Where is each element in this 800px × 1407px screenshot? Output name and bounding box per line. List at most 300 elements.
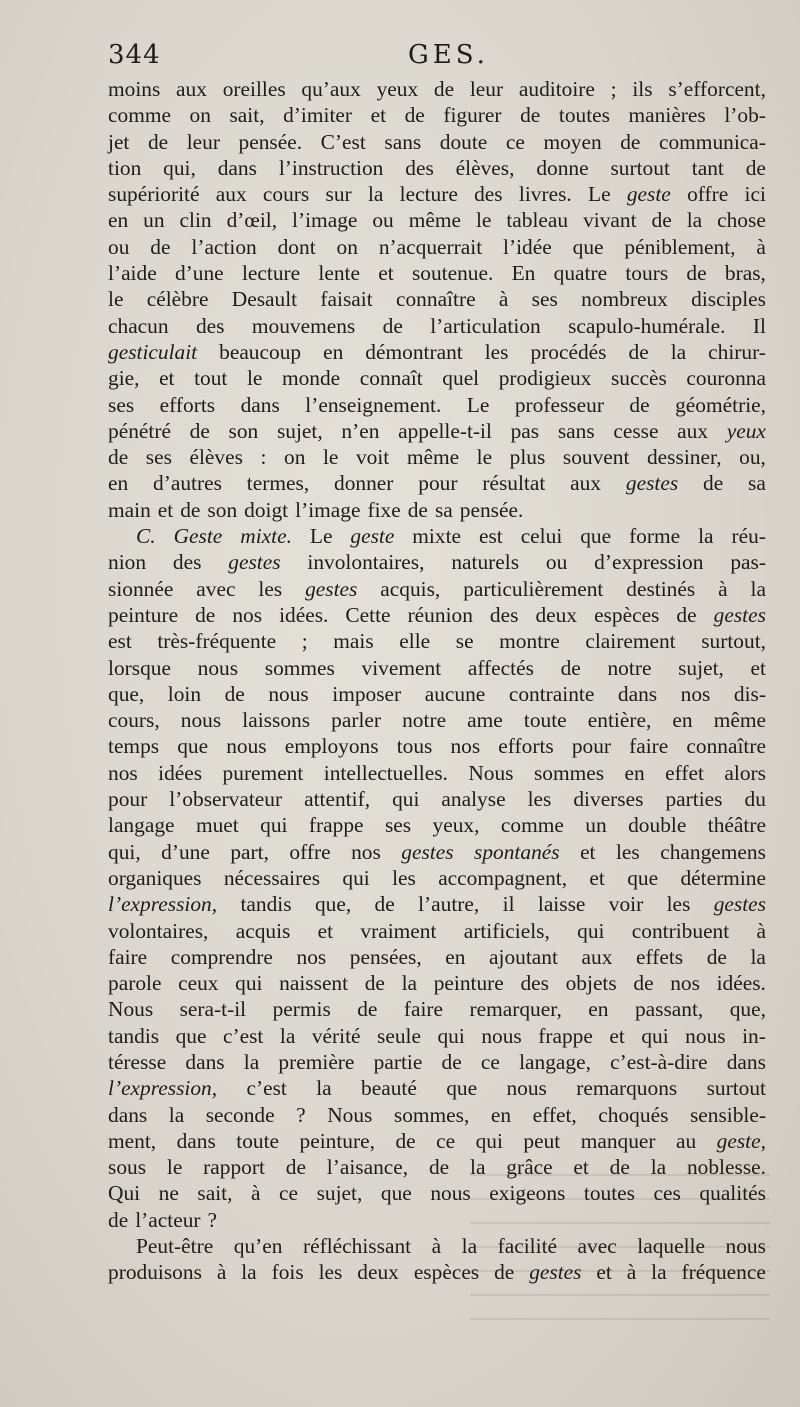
word: volontaires,	[108, 918, 209, 943]
text-line	[108, 655, 766, 681]
word: son	[207, 497, 238, 522]
word: manquer	[580, 1128, 656, 1153]
word: parties	[665, 787, 723, 812]
word: En	[511, 261, 536, 286]
word: peinture	[433, 971, 504, 996]
word: qui	[641, 1023, 669, 1048]
word: C’est	[320, 129, 366, 154]
text-line	[108, 523, 766, 549]
word: de	[676, 602, 697, 627]
word: sommes	[533, 760, 605, 785]
word: de	[382, 313, 403, 338]
word: clairement	[585, 629, 676, 654]
word: le	[476, 445, 493, 470]
word: l’autre,	[418, 892, 480, 917]
word: ses	[384, 813, 412, 838]
word: ou	[545, 550, 568, 575]
word: pénétré	[108, 418, 171, 443]
word: appelle-t-il	[398, 418, 492, 443]
word: à	[756, 234, 766, 259]
word: nos	[680, 681, 711, 706]
word: facilité	[497, 1234, 558, 1259]
word: tant	[691, 155, 724, 180]
word: quel	[442, 366, 480, 391]
word: parler	[331, 708, 382, 733]
word: l’acteur	[135, 1207, 201, 1232]
word: sans	[557, 418, 595, 443]
word: nous	[481, 1023, 522, 1048]
word: se	[455, 629, 474, 654]
word: qui	[392, 787, 420, 812]
word: d’expression	[594, 550, 704, 575]
word: comme	[108, 103, 171, 128]
word: réu-	[731, 524, 766, 549]
word: sait,	[229, 103, 265, 128]
word: ne	[158, 1181, 179, 1206]
word: et	[589, 865, 605, 890]
word: figurer	[443, 103, 502, 128]
word: à	[216, 1260, 227, 1285]
word: forme	[629, 524, 681, 549]
text-line	[108, 181, 766, 207]
word: objets	[565, 971, 617, 996]
word: dessiner,	[646, 445, 722, 470]
word: Qui	[108, 1181, 141, 1206]
word: nous	[725, 1234, 766, 1259]
word: acquis,	[380, 576, 441, 601]
word: dans	[726, 1049, 766, 1074]
word: de	[745, 155, 766, 180]
word: main	[108, 497, 151, 522]
word: des	[489, 602, 519, 627]
text-line	[108, 470, 766, 496]
word: qui,	[108, 839, 141, 864]
word: montre	[499, 629, 560, 654]
word: est	[108, 629, 132, 654]
word: démontrant	[365, 339, 463, 364]
word: les	[484, 339, 509, 364]
word: nous	[180, 708, 222, 733]
text-line	[108, 865, 766, 891]
word: livres.	[518, 182, 572, 207]
word: les	[666, 892, 691, 917]
word: que	[627, 865, 659, 890]
text-line	[108, 365, 766, 391]
word: et	[157, 497, 174, 522]
word: dans	[176, 1128, 216, 1153]
text-line	[108, 733, 766, 759]
word: nous	[506, 1076, 547, 1101]
word: d’imiter	[283, 103, 353, 128]
word: Le	[588, 182, 611, 207]
word: et	[378, 261, 394, 286]
word: sionnée	[108, 576, 174, 601]
word: organiques	[108, 865, 202, 890]
word: de	[520, 103, 541, 128]
word: la	[650, 1155, 667, 1180]
word: produisons	[108, 1260, 202, 1285]
word: espèces	[413, 1260, 480, 1285]
word: nombreux	[581, 287, 668, 312]
word: sous	[108, 1155, 147, 1180]
word: laquelle	[637, 1234, 705, 1259]
word: de	[364, 971, 385, 996]
word: moyen	[543, 129, 602, 154]
word: aux	[215, 182, 247, 207]
word: la	[698, 524, 714, 549]
word: vivement	[361, 655, 442, 680]
word: même	[406, 445, 460, 470]
word: tableau	[506, 208, 569, 233]
word: qualités	[699, 1181, 766, 1206]
word: peinture	[108, 602, 179, 627]
text-line	[108, 129, 766, 155]
word: en	[588, 997, 609, 1022]
word: ses	[531, 287, 558, 312]
word: sans	[384, 129, 422, 154]
word: tours	[625, 261, 669, 286]
word: beaucoup	[219, 339, 302, 364]
text-line	[108, 576, 766, 602]
word: Il	[752, 313, 766, 338]
word: qu’en	[233, 1234, 283, 1259]
word: nos	[296, 944, 327, 969]
text-line	[108, 891, 766, 917]
word: de	[441, 1049, 462, 1074]
text-line	[108, 602, 766, 628]
word: chose	[717, 208, 766, 233]
word: accompagnent,	[438, 865, 568, 890]
word: spontanés	[474, 839, 560, 864]
text-line	[108, 207, 766, 233]
word: la	[750, 944, 766, 969]
word: on	[336, 234, 358, 259]
word: la	[651, 1260, 667, 1285]
text-line	[108, 1023, 766, 1049]
word: en	[108, 208, 129, 233]
word: ce	[505, 129, 525, 154]
word: de	[224, 681, 245, 706]
word: laisse	[537, 892, 586, 917]
page-number: 344	[108, 40, 161, 70]
word: Nous	[108, 997, 154, 1022]
word: geste	[626, 182, 671, 207]
word: doute	[439, 129, 488, 154]
word: gie,	[108, 366, 140, 391]
word: offre	[687, 182, 729, 207]
word: même	[713, 708, 766, 733]
word: que	[446, 1076, 478, 1101]
word: nos	[108, 760, 138, 785]
word: supériorité	[108, 182, 200, 207]
word: que	[175, 1023, 207, 1048]
word: de	[150, 234, 171, 259]
word: la	[316, 1076, 332, 1101]
word: permis	[272, 997, 331, 1022]
word: que,	[314, 892, 352, 917]
word: de	[195, 602, 216, 627]
word: l’articulation	[430, 313, 541, 338]
word: même	[408, 208, 461, 233]
word: affectés	[467, 655, 534, 680]
word: s’efforcent,	[668, 77, 766, 101]
word: les	[318, 1260, 343, 1285]
word: nos	[670, 971, 700, 996]
word: oreilles	[222, 77, 286, 101]
word: de	[189, 418, 210, 443]
word: remarquons	[576, 1076, 678, 1101]
word: mais	[333, 629, 374, 654]
word: de	[620, 129, 641, 154]
word: ce	[480, 1049, 500, 1074]
word: d’une	[161, 839, 210, 864]
word: de	[629, 392, 650, 417]
text-line	[108, 1075, 766, 1101]
word: exigeons	[489, 1181, 566, 1206]
word: toute	[236, 1128, 280, 1153]
word: élèves,	[455, 155, 515, 180]
word: mixte	[412, 524, 462, 549]
text-line	[108, 313, 766, 339]
word: le	[322, 445, 339, 470]
word: sensible-	[689, 1102, 766, 1127]
word: nous	[685, 1023, 726, 1048]
word: rapport	[203, 1155, 265, 1180]
word: ici	[744, 182, 766, 207]
word: parole	[108, 971, 162, 996]
word: faisait	[320, 287, 373, 312]
word: voir	[608, 892, 644, 917]
word: prodigieux	[498, 366, 592, 391]
word: Peut-être	[136, 1234, 214, 1259]
word: pour	[571, 734, 612, 759]
word: efforts	[159, 392, 216, 417]
word: nion	[108, 550, 147, 575]
word: pas-	[730, 550, 766, 575]
text-line	[108, 681, 766, 707]
word: ou	[108, 234, 130, 259]
word: ;	[610, 77, 617, 101]
word: ses	[145, 445, 172, 470]
text-line	[108, 970, 766, 996]
word: vérité	[311, 1023, 361, 1048]
word: c’est	[223, 1023, 264, 1048]
word: ajoutant	[489, 944, 558, 969]
word: noblesse.	[686, 1155, 766, 1180]
word: et	[750, 655, 766, 680]
word: sujet,	[316, 1181, 363, 1206]
word: sera-t-il	[179, 997, 247, 1022]
word: loin	[167, 681, 202, 706]
word: scapulo-humérale.	[568, 313, 726, 338]
word: à	[718, 576, 728, 601]
word: ce	[436, 1128, 456, 1153]
word: de	[180, 497, 201, 522]
word: de	[374, 892, 395, 917]
text-line	[108, 707, 766, 733]
word: pensée.	[238, 129, 303, 154]
word: que	[572, 234, 604, 259]
word: l’action	[191, 234, 257, 259]
word: de	[609, 1155, 630, 1180]
word: leur	[186, 129, 220, 154]
word: gesticulait	[108, 339, 198, 364]
word: théâtre	[707, 813, 766, 838]
word: et	[573, 1155, 589, 1180]
word: faire	[403, 997, 444, 1022]
word: d’autres	[153, 471, 222, 496]
word: l’idée	[503, 234, 552, 259]
word: la	[750, 576, 766, 601]
word: de	[147, 129, 169, 154]
word: monde	[281, 366, 341, 391]
word: gestes	[228, 550, 281, 575]
word: le	[108, 287, 124, 312]
word: jet	[108, 129, 130, 154]
word: alors	[724, 760, 766, 785]
word: dis-	[733, 681, 766, 706]
text-line	[108, 839, 766, 865]
word: tout	[194, 366, 228, 391]
word: les	[392, 865, 416, 890]
word: ame	[467, 708, 503, 733]
word: l’enseignement.	[305, 392, 442, 417]
word: à	[626, 1260, 637, 1285]
word: pensées,	[349, 944, 422, 969]
word: dans	[617, 681, 658, 706]
word: notre	[607, 655, 652, 680]
word: l’image	[295, 497, 361, 522]
word: sujet,	[678, 655, 724, 680]
word: connaître	[686, 734, 766, 759]
word: est	[478, 524, 503, 549]
word: pour	[108, 787, 148, 812]
text-line	[108, 102, 766, 128]
word: aux	[677, 418, 709, 443]
word: l’observateur	[169, 787, 283, 812]
word: gestes	[529, 1260, 582, 1285]
word: nous	[197, 655, 239, 680]
word: elle	[399, 629, 431, 654]
word: sujet,	[276, 418, 323, 443]
word: clin	[179, 208, 212, 233]
word: on	[189, 103, 211, 128]
word: surtout,	[701, 629, 766, 654]
word: et	[596, 1260, 612, 1285]
word: de	[706, 944, 727, 969]
word: la	[367, 182, 384, 207]
word: Nous	[468, 760, 514, 785]
word: peinture,	[299, 1128, 375, 1153]
text-line	[108, 76, 766, 102]
word: c’est	[246, 1076, 287, 1101]
word: de	[407, 497, 428, 522]
word: première	[278, 1049, 355, 1074]
word: qui	[577, 918, 605, 943]
word: des	[405, 155, 434, 180]
word: surtout	[706, 1076, 766, 1101]
word: in-	[742, 1023, 766, 1048]
word: gestes	[625, 471, 679, 496]
word: faire	[629, 734, 669, 759]
word: communica-	[658, 129, 766, 154]
word: ?	[296, 1102, 306, 1127]
word: très-fréquente	[157, 629, 277, 654]
word: la	[279, 1023, 296, 1048]
word: laissons	[242, 708, 311, 733]
word: idées.	[716, 971, 766, 996]
word: de	[108, 445, 129, 470]
text-line	[108, 497, 766, 523]
word: des	[474, 182, 503, 207]
word: quatre	[553, 261, 608, 286]
text-line	[108, 1128, 766, 1154]
text-line	[108, 628, 766, 654]
word: gestes	[401, 839, 454, 864]
word: de	[428, 1155, 450, 1180]
word: celui	[520, 524, 563, 549]
word: passant,	[634, 997, 704, 1022]
word: nous	[226, 734, 267, 759]
word: de	[628, 339, 649, 364]
text-line	[108, 760, 766, 786]
word: double	[628, 813, 687, 838]
word: Geste	[173, 524, 223, 549]
word: gestes	[305, 576, 358, 601]
word: de	[395, 1128, 416, 1153]
word: le	[166, 1155, 183, 1180]
word: sommes	[264, 655, 335, 680]
word: résultat	[482, 471, 546, 496]
word: gestes	[713, 602, 766, 627]
word: pensée.	[459, 497, 524, 522]
word: pas	[510, 418, 540, 443]
word: à	[251, 1181, 261, 1206]
word: et	[159, 366, 175, 391]
word: doigt	[244, 497, 289, 522]
word: geste	[350, 524, 395, 549]
word: imposer	[332, 681, 402, 706]
word: plus	[509, 445, 546, 470]
word: en	[490, 1102, 512, 1127]
word: peut	[523, 1128, 561, 1153]
word: choqués	[598, 1102, 669, 1127]
word: lecture	[241, 261, 301, 286]
word: particulièrement	[463, 576, 604, 601]
word: élèves	[189, 445, 243, 470]
word: purement	[222, 760, 304, 785]
word: yeux	[376, 77, 419, 101]
word: soutenue.	[411, 261, 494, 286]
word: toutes	[558, 103, 610, 128]
word: un	[143, 208, 165, 233]
word: la	[470, 1155, 486, 1180]
word: réunion	[407, 602, 473, 627]
word: aux	[581, 944, 613, 969]
word: tandis	[108, 1023, 160, 1048]
word: de	[433, 77, 455, 101]
word: analyse	[441, 787, 506, 812]
word: Desault	[231, 287, 298, 312]
word: l’expression,	[108, 1076, 218, 1101]
word: d’œil,	[226, 208, 278, 233]
word: couronna	[686, 366, 766, 391]
word: cours,	[108, 708, 160, 733]
word: nécessaires	[223, 865, 321, 890]
word: nous	[430, 1181, 471, 1206]
word: gestes	[713, 892, 766, 917]
word: nos	[232, 602, 263, 627]
